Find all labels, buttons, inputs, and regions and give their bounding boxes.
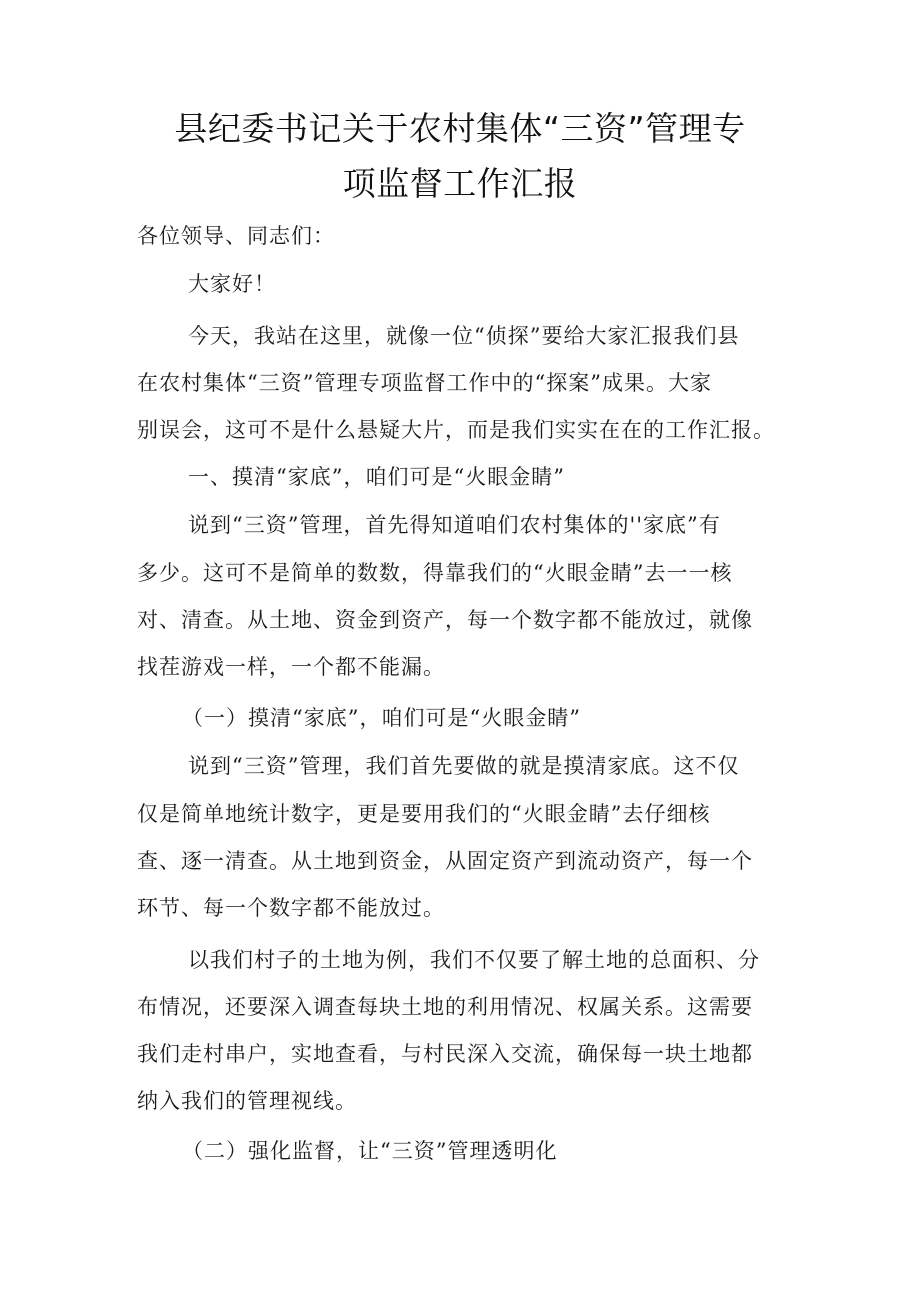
document-title-line-2: 项监督工作汇报: [342, 164, 578, 203]
section-1-paragraph-line: 多少。这可不是简单的数数，得靠我们的“火眼金睛”去一一核: [137, 561, 733, 585]
subsection-1-paragraph-line: 布情况，还要深入调查每块土地的利用情况、权属关系。这需要: [137, 995, 753, 1019]
section-1-paragraph-line: 找茬游戏一样，一个都不能漏。: [137, 655, 445, 679]
intro-line: 别误会，这可不是什么悬疑大片，而是我们实实在在的工作汇报。: [137, 418, 775, 442]
section-1-heading: 一、摸清“家底”，咱们可是“火眼金睛”: [188, 465, 565, 489]
subsection-1-paragraph-line: 纳入我们的管理视线。: [137, 1089, 357, 1113]
subsection-1-paragraph-line: 仅是简单地统计数字，更是要用我们的“火眼金睛”去仔细核: [137, 802, 711, 826]
section-1-paragraph-line: 说到“三资”管理，首先得知道咱们农村集体的''家底”有: [188, 513, 721, 537]
document-title-line-1: 县纪委书记关于农村集体“三资”管理专: [174, 109, 746, 148]
subsection-1-paragraph-line: 环节、每一个数字都不能放过。: [137, 896, 445, 920]
subsection-2-heading: （二）强化监督，让“三资”管理透明化: [182, 1139, 558, 1163]
intro-line: 在农村集体“三资”管理专项监督工作中的“探案”成果。大家: [137, 371, 712, 395]
subsection-1-paragraph-line: 我们走村串户，实地查看，与村民深入交流，确保每一块土地都: [137, 1042, 753, 1066]
hello-line: 大家好！: [188, 272, 276, 296]
section-1-paragraph-line: 对、清查。从土地、资金到资产，每一个数字都不能放过，就像: [137, 608, 753, 632]
subsection-1-paragraph-line: 查、逐一清查。从土地到资金，从固定资产到流动资产，每一个: [137, 849, 753, 873]
subsection-1-heading: （一）摸清“家底”，咱们可是“火眼金睛”: [182, 706, 581, 730]
subsection-1-paragraph-line: 以我们村子的土地为例，我们不仅要了解土地的总面积、分: [188, 948, 760, 972]
subsection-1-paragraph-line: 说到“三资”管理，我们首先要做的就是摸清家底。这不仅: [188, 754, 740, 778]
greeting: 各位领导、同志们：: [137, 224, 335, 248]
intro-line: 今天，我站在这里，就像一位“侦探”要给大家汇报我们县: [188, 324, 740, 348]
